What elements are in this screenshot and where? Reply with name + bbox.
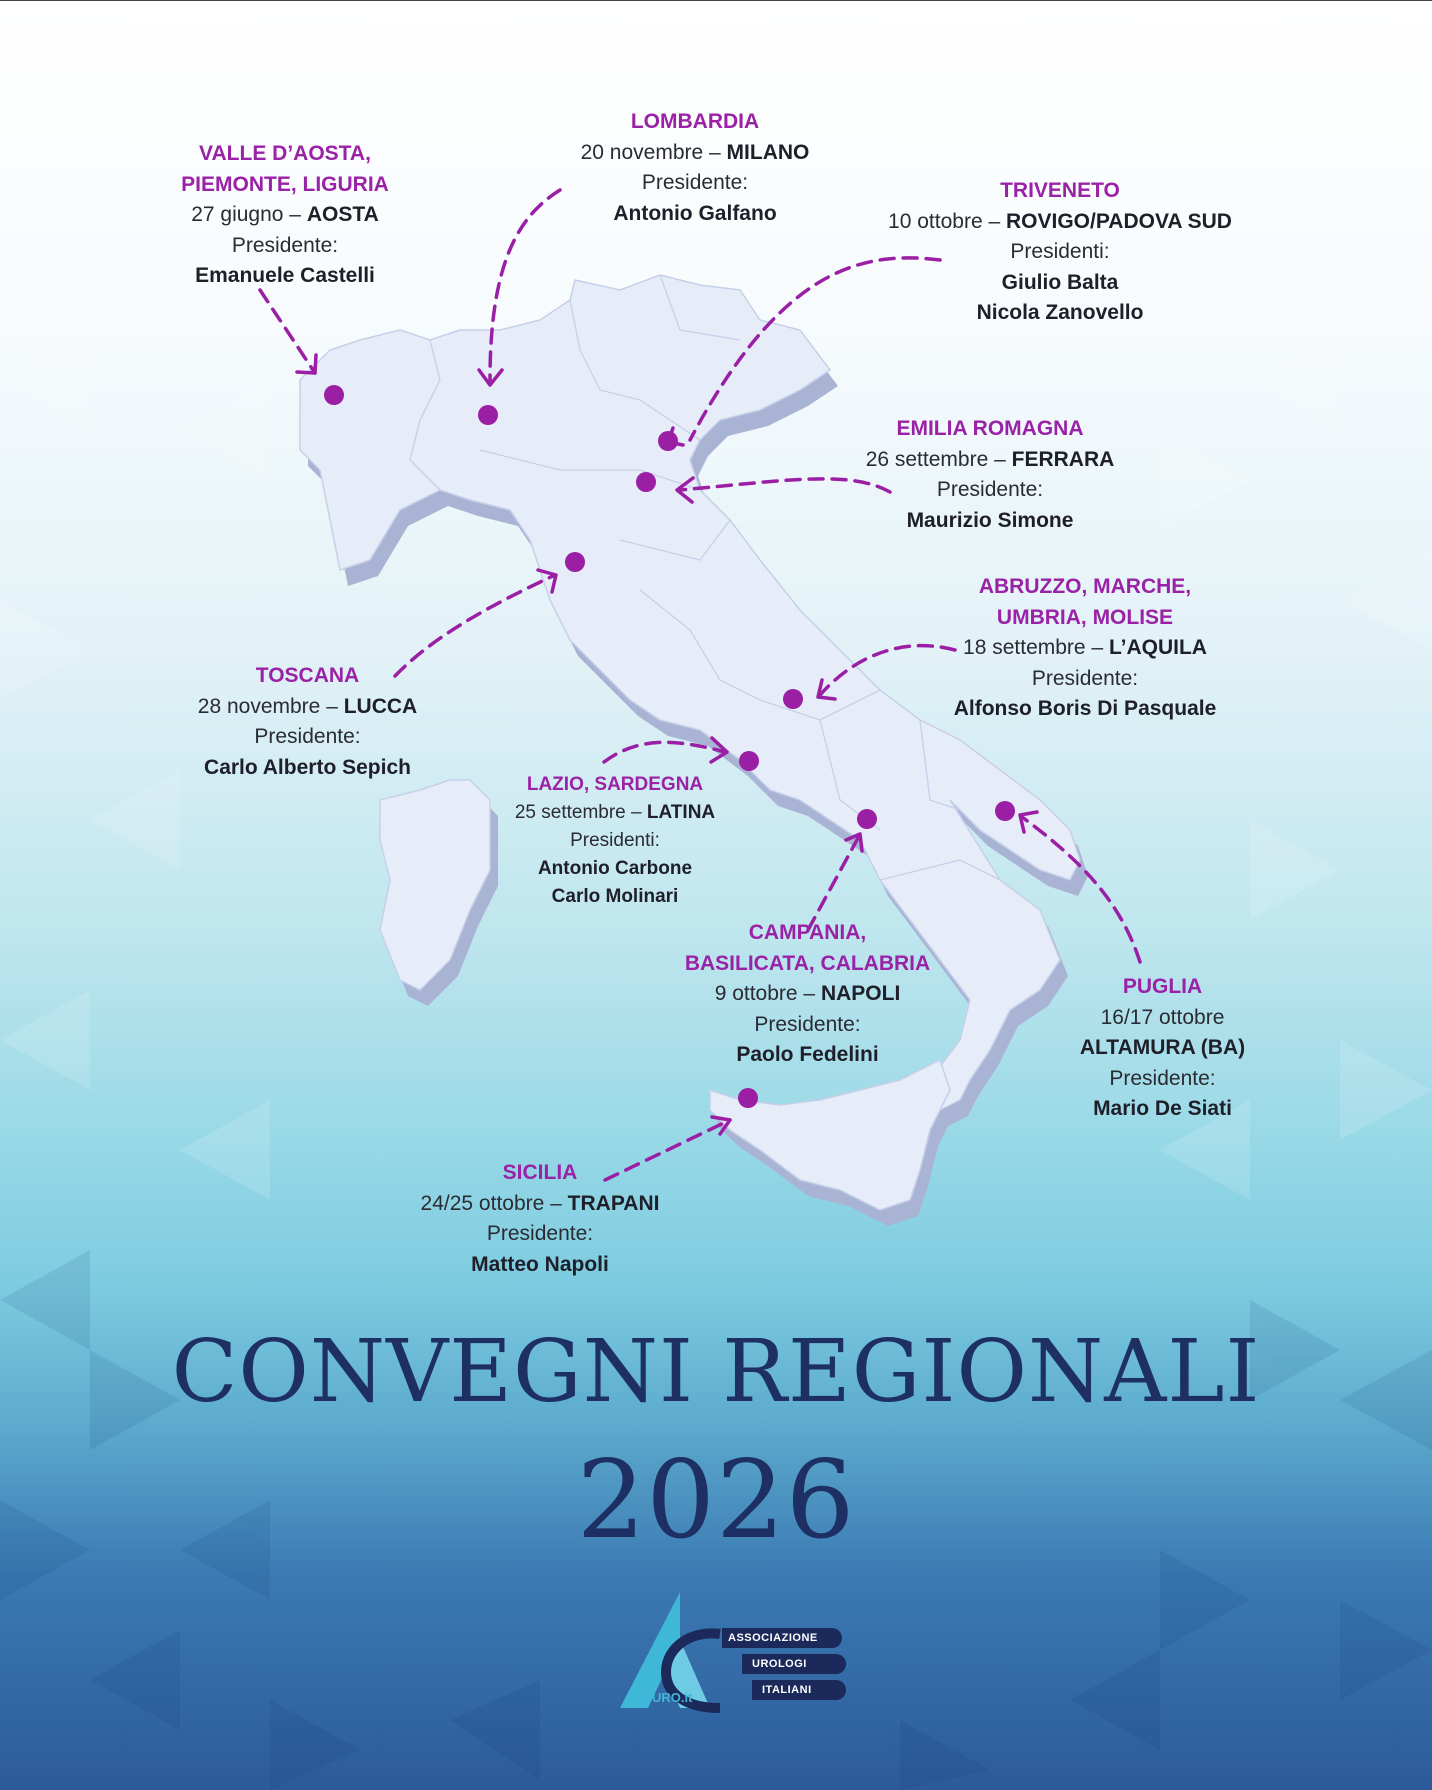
- president-name: Mario De Siati: [1093, 1097, 1232, 1120]
- region-name: UMBRIA, MOLISE: [996, 605, 1174, 629]
- marker-laquila[interactable]: [783, 689, 803, 709]
- marker-milano[interactable]: [478, 405, 498, 425]
- page-title: CONVEGNI REGIONALI: [171, 1322, 1261, 1422]
- president-role: Presidente:: [1031, 666, 1139, 690]
- region-name: TRIVENETO: [1000, 179, 1120, 202]
- event-date: 25 settembre: [514, 802, 626, 823]
- event-sicilia: SICILIA 24/25 ottobre – TRAPANI Presidente: Matteo Napoli: [400, 1158, 680, 1280]
- marker-napoli[interactable]: [857, 809, 877, 829]
- event-lazio-sardegna: LAZIO, SARDEGNA 25 settembre – LATINA Presidenti: Antonio Carbone Carlo Molinari: [490, 771, 740, 911]
- region-name: VALLE D’AOSTA,: [199, 142, 371, 165]
- event-city: AOSTA: [306, 203, 379, 226]
- region-name: BASILICATA, CALABRIA: [684, 951, 931, 975]
- marker-latina[interactable]: [739, 751, 759, 771]
- president-name: Alfonso Boris Di Pasquale: [953, 697, 1217, 720]
- marker-aosta[interactable]: [324, 385, 344, 405]
- event-date: 20 novembre: [580, 140, 704, 164]
- marker-altamura[interactable]: [995, 801, 1015, 821]
- president-name: Antonio Carbone: [537, 858, 693, 879]
- event-city: NAPOLI: [820, 982, 901, 1005]
- region-name: TOSCANA: [255, 664, 360, 687]
- event-city: LATINA: [646, 802, 716, 823]
- president-role: Presidenti:: [1010, 240, 1110, 263]
- marker-ferrara[interactable]: [636, 472, 656, 492]
- event-campania: CAMPANIA, BASILICATA, CALABRIA 9 ottobre – NAPOLI Presidente: Paolo Fedelini: [665, 918, 950, 1071]
- region-name: EMILIA ROMAGNA: [896, 417, 1084, 440]
- president-name: Emanuele Castelli: [195, 264, 375, 287]
- event-toscana: TOSCANA 28 novembre – LUCCA Presidente: Carlo Alberto Sepich: [170, 661, 445, 783]
- event-city: ALTAMURA (BA): [1079, 1036, 1246, 1059]
- event-date: 10 ottobre: [888, 209, 983, 233]
- region-name: PUGLIA: [1122, 975, 1203, 998]
- logo-line-2: UROLOGI: [742, 1654, 846, 1674]
- event-city: MILANO: [726, 140, 810, 164]
- president-role: Presidente:: [936, 478, 1044, 501]
- president-role: Presidenti:: [570, 830, 660, 851]
- event-triveneto: TRIVENETO 10 ottobre – ROVIGO/PADOVA SUD Presidenti: Giulio Balta Nicola Zanovello: [870, 176, 1250, 329]
- event-emilia-romagna: EMILIA ROMAGNA 26 settembre – FERRARA Presidente: Maurizio Simone: [850, 414, 1130, 536]
- president-role: Presidente:: [641, 171, 749, 194]
- event-city: LUCCA: [343, 694, 418, 718]
- aui-logo[interactable]: [610, 1590, 850, 1720]
- event-city: TRAPANI: [567, 1191, 660, 1215]
- president-name: Nicola Zanovello: [976, 301, 1144, 324]
- president-name: Paolo Fedelini: [736, 1043, 879, 1066]
- region-name: SICILIA: [502, 1161, 578, 1184]
- region-name: PIEMONTE, LIGURIA: [181, 172, 389, 196]
- event-date: 16/17 ottobre: [1100, 1005, 1225, 1029]
- event-date: 18 settembre: [963, 636, 1086, 659]
- event-date: 27 giugno: [191, 203, 284, 226]
- event-date: 26 settembre: [865, 447, 989, 471]
- event-date: 9 ottobre: [714, 982, 798, 1005]
- event-city: FERRARA: [1011, 447, 1115, 471]
- region-name: LAZIO, SARDEGNA: [526, 774, 704, 795]
- president-name: Carlo Alberto Sepich: [204, 755, 411, 779]
- logo-line-1: ASSOCIAZIONE: [722, 1628, 842, 1648]
- event-date: 28 novembre: [197, 694, 321, 718]
- event-city: ROVIGO/PADOVA SUD: [1005, 209, 1232, 233]
- event-puglia: [1055, 972, 1270, 1125]
- page-year: 2026: [576, 1438, 856, 1563]
- president-name: Giulio Balta: [1001, 270, 1119, 294]
- president-role: Presidente:: [754, 1012, 861, 1036]
- president-role: Presidente:: [486, 1222, 594, 1245]
- president-role: Presidente:: [231, 233, 339, 257]
- region-name: LOMBARDIA: [630, 110, 760, 133]
- logo-line-3: ITALIANI: [752, 1680, 846, 1700]
- region-name: ABRUZZO, MARCHE,: [978, 575, 1192, 598]
- president-role: Presidente:: [1109, 1066, 1216, 1090]
- event-lombardia: LOMBARDIA 20 novembre – MILANO Presidente: Antonio Galfano: [555, 107, 835, 229]
- marker-trapani[interactable]: [738, 1088, 758, 1108]
- president-name: Carlo Molinari: [551, 886, 679, 907]
- logo-site: URO.it: [652, 1690, 693, 1705]
- event-valle-daosta: VALLE D’AOSTA, PIEMONTE, LIGURIA 27 giugno – AOSTA Presidente: Emanuele Castelli: [150, 139, 420, 292]
- marker-lucca[interactable]: [565, 552, 585, 572]
- president-name: Antonio Galfano: [613, 201, 777, 225]
- event-city: L’AQUILA: [1108, 636, 1207, 659]
- region-name: CAMPANIA,: [748, 921, 867, 944]
- president-name: Matteo Napoli: [471, 1252, 609, 1276]
- president-name: Maurizio Simone: [906, 508, 1074, 532]
- president-role: Presidente:: [254, 725, 361, 748]
- event-date: 24/25 ottobre: [420, 1191, 545, 1215]
- event-abruzzo: ABRUZZO, MARCHE, UMBRIA, MOLISE 18 settembre – L’AQUILA Presidente: Alfonso Boris Di Pasquale: [935, 572, 1235, 725]
